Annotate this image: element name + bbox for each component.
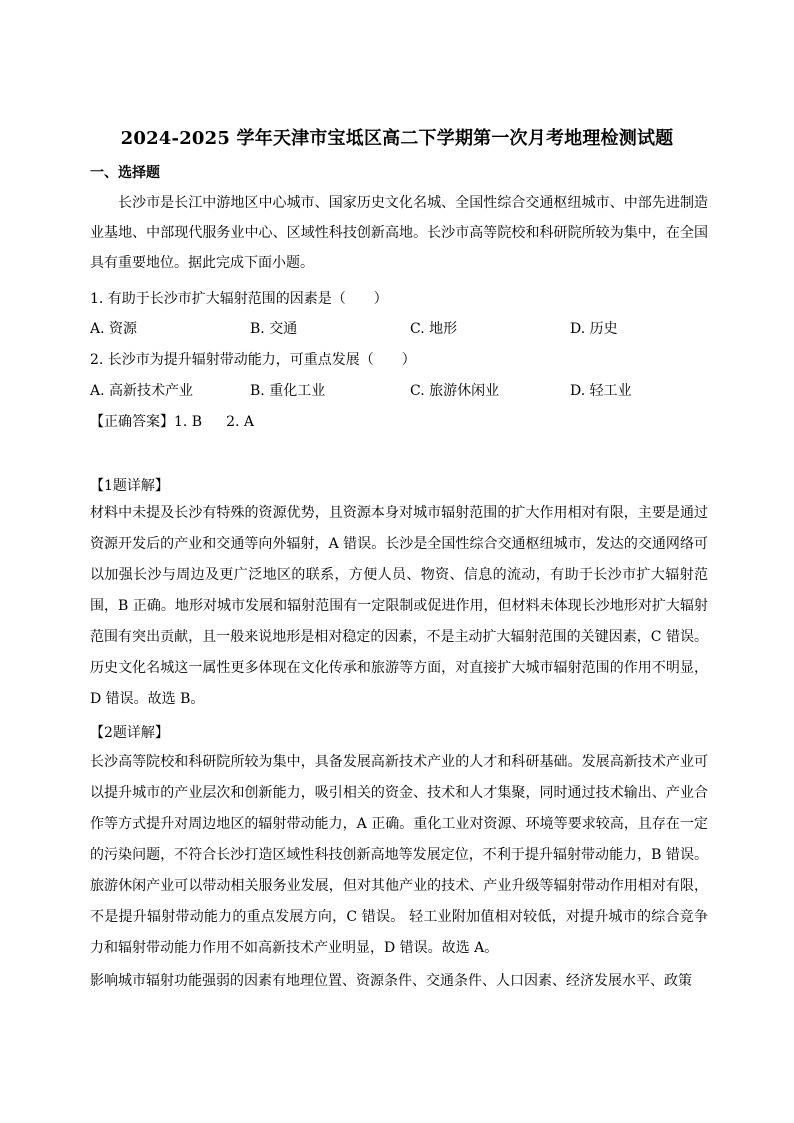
answer-key — [90, 411, 254, 431]
question-1-stem: 1. 有助于长沙市扩大辐射范围的因素是（ ） — [90, 291, 388, 307]
question-1-option-c: C. 地形 — [410, 321, 458, 337]
question-1-option-d: D. 历史 — [570, 321, 618, 337]
question-2-option-d: D. 轻工业 — [570, 383, 632, 399]
question-2-options — [90, 380, 730, 400]
answer-label: 【正确答案】 — [90, 414, 174, 430]
detail-1-heading: 【1题详解】 — [90, 478, 169, 494]
detail-2-heading: 【2题详解】 — [90, 725, 169, 741]
question-2-stem: 2. 长沙市为提升辐射带动能力，可重点发展（ ） — [90, 352, 416, 368]
question-2-option-b: B. 重化工业 — [250, 383, 326, 399]
detail-2-text: 长沙高等院校和科研院所较为集中，具备发展高新技术产业的人才和科研基础。发展高新技术产业可以提升城市的产业层次和创新能力，吸引相关的资金、技术和人才集聚，同时通过技术输出、产业合作等方式提升对周边地区的辐射带动能力，A 正确。重化工业对资源、环境等要求较高，且存在一定的污染问题，不符合长沙打造区域性科技创新高地等发展定位，不利于提升辐射带动能力，B 错误。旅游休闲产业可以带动相关服务业发展，但对其他产业的技术、产业升级等辐射带动作用相对有限，不是提升辐射带动能力的重点发展方向，C 错误。 轻工业附加值相对较低，对提升城市的综合竞争力和辐射带动能力作用不如高新技术产业明显，D 错误。故选 A。 — [90, 754, 708, 956]
page-title: 2024-2025 学年天津市宝坻区高二下学期第一次月考地理检测试题 — [120, 128, 674, 149]
question-2-option-c: C. 旅游休闲业 — [410, 383, 500, 399]
answer-1: 1. B — [174, 414, 203, 430]
question-1-option-b: B. 交通 — [250, 321, 298, 337]
detail-1-text: 材料中未提及长沙有特殊的资源优势，且资源本身对城市辐射范围的扩大作用相对有限，主要是通过资源开发后的产业和交通等向外辐射，A 错误。长沙是全国性综合交通枢纽城市，发达的交通网络可以加强长沙与周边及更广泛地区的联系，方便人员、物资、信息的流动，有助于长沙市扩大辐射范围，B 正确。地形对城市发展和辐射范围有一定限制或促进作用，但材料未体现长沙地形对扩大辐射范围有突出贡献，且一般来说地形是相对稳定的因素，不是主动扩大辐射范围的关键因素，C 错误。历史文化名城这一属性更多体现在文化传承和旅游等方面，对直接扩大城市辐射范围的作用不明显，D 错误。故选 B。 — [90, 505, 708, 707]
section-heading: 一、选择题 — [90, 165, 160, 181]
reading-passage: 长沙市是长江中游地区中心城市、国家历史文化名城、全国性综合交通枢纽城市、中部先进制造业基地、中部现代服务业中心、区域性科技创新高地。长沙市高等院校和科研院所较为集中，在全国具有重要地位。据此完成下面小题。 — [90, 195, 708, 271]
question-1-options — [90, 318, 730, 338]
question-2-option-a: A. 高新技术产业 — [90, 383, 194, 399]
continuation-text: 影响城市辐射功能强弱的因素有地理位置、资源条件、交通条件、人口因素、经济发展水平、政策 — [90, 973, 692, 989]
question-1-option-a: A. 资源 — [90, 321, 138, 337]
answer-2: 2. A — [226, 414, 255, 430]
